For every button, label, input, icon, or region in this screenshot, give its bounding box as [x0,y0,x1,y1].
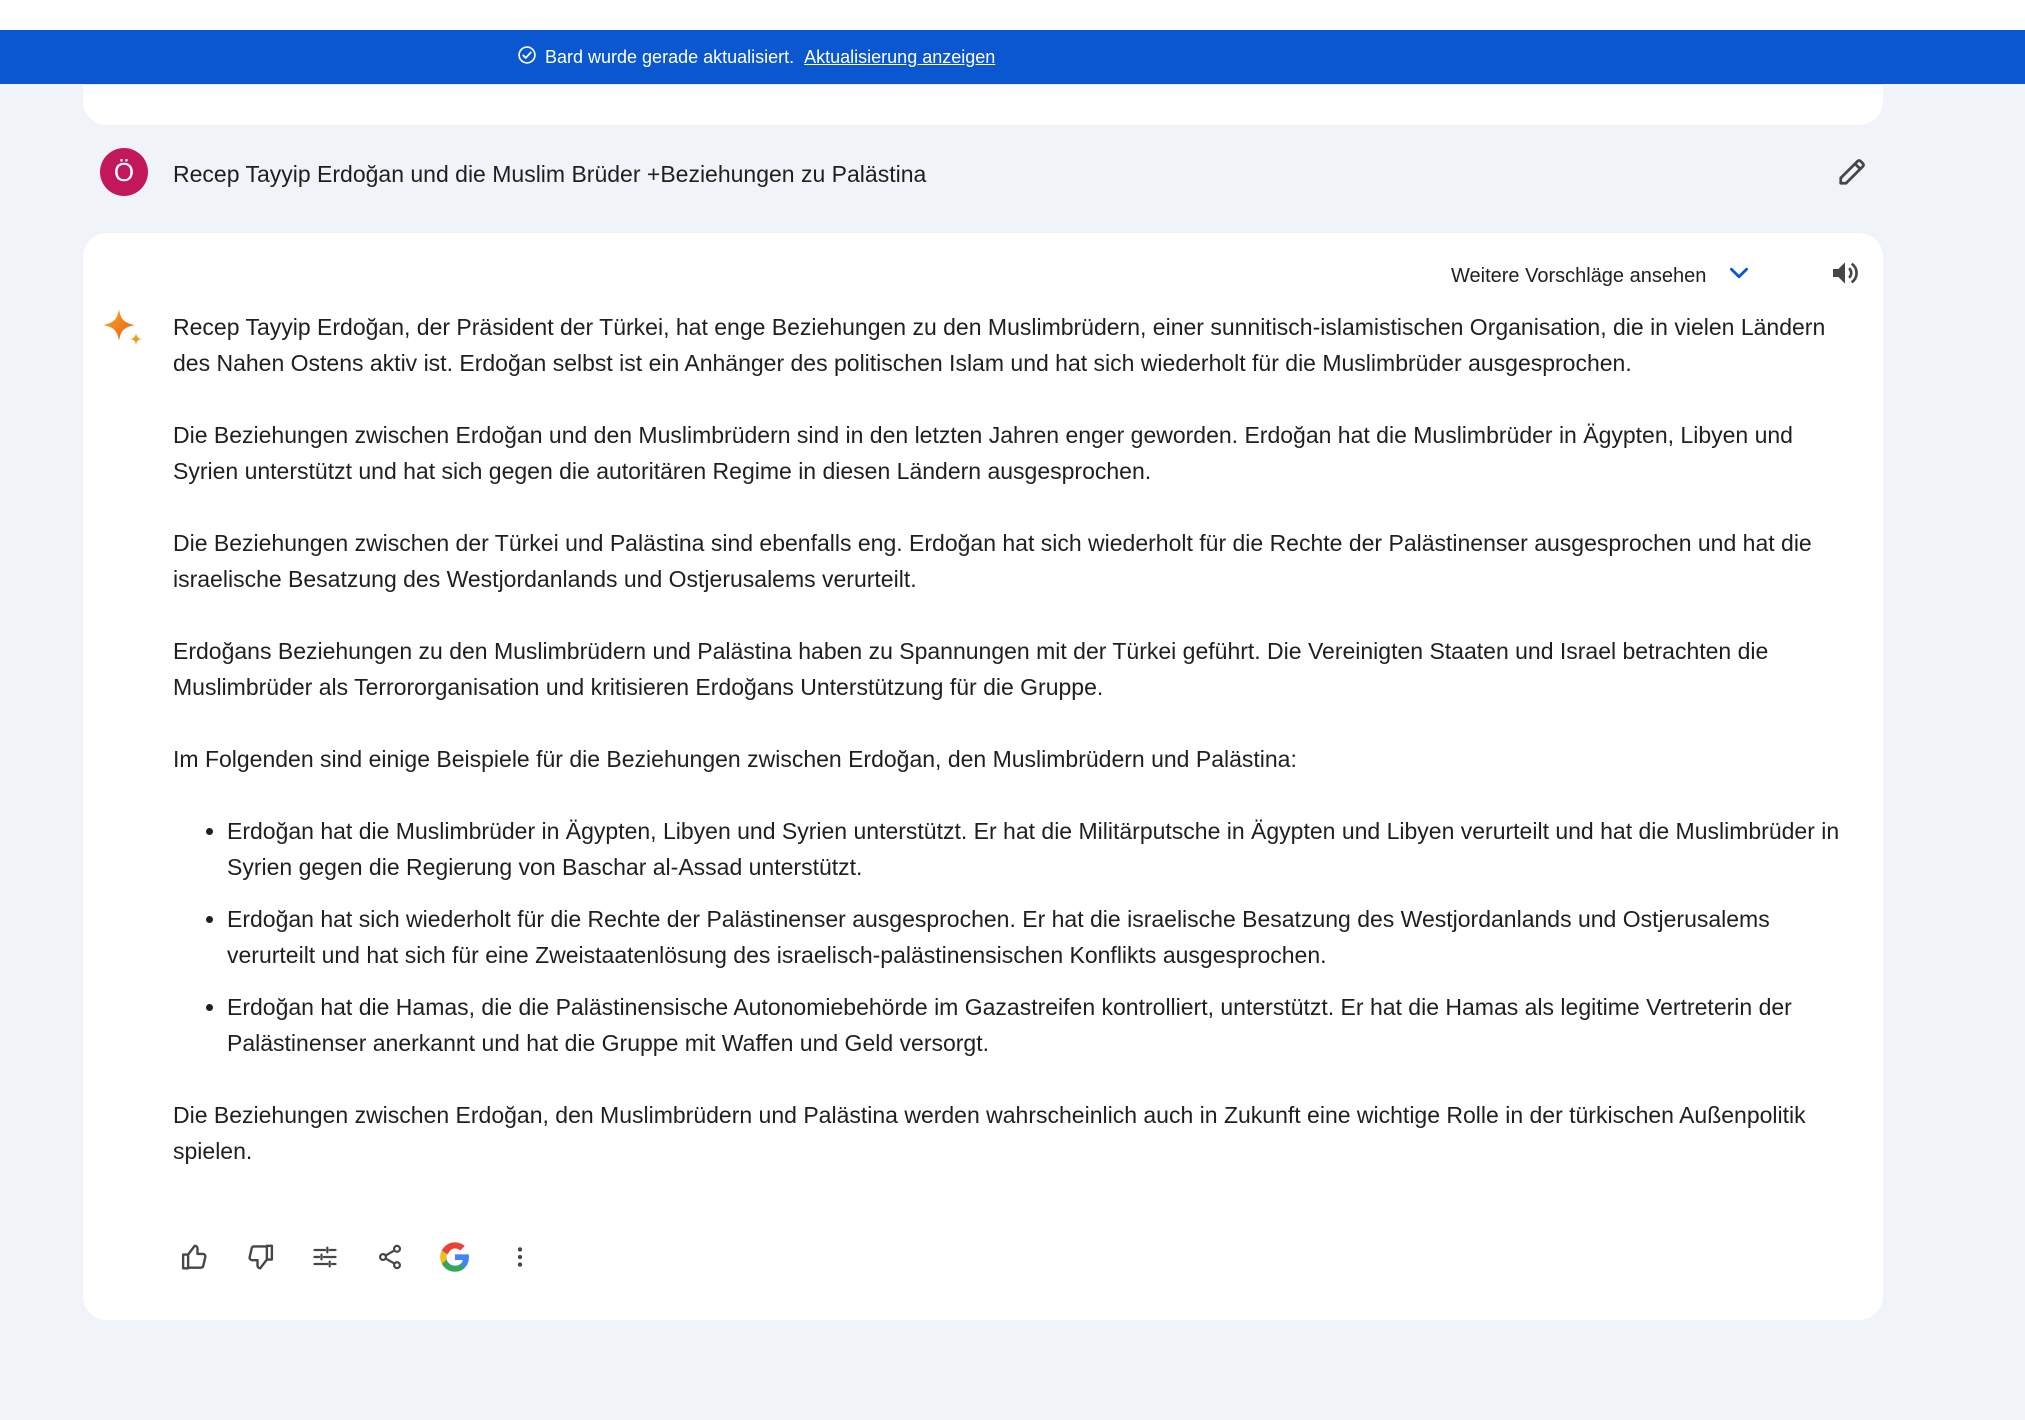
browser-top-strip [0,0,2025,30]
sparkle-icon [101,307,147,353]
previous-message-card [83,84,1883,125]
response-paragraph: Die Beziehungen zwischen Erdoğan und den Muslimbrüdern sind in den letzten Jahren enger geworden. Erdoğan hat die Muslimbrüder in Ägypten, Libyen und Syrien unterstützt und hat sich gegen die autoritären Regime in diesen Ländern ausgesprochen. [173,422,1793,484]
response-paragraph: Die Beziehungen zwischen der Türkei und Palästina sind ebenfalls eng. Erdoğan hat sich wiederholt für die Rechte der Palästinenser ausgesprochen und hat die israelische Besatzung des Westjordanlands und Ostjerusalems verurteilt. [173,530,1812,592]
drafts-label: Weitere Vorschläge ansehen [1451,264,1707,287]
banner-content [517,30,995,84]
update-banner [0,30,2025,84]
thumbs-down-button[interactable] [236,1235,284,1283]
response-paragraph: Erdoğans Beziehungen zu den Muslimbrüdern und Palästina haben zu Spannungen mit der Türkei geführt. Die Vereinigten Staaten und Israel betrachten die Muslimbrüder als Terrororganisation und kritisieren Erdoğans Unterstützung für die Gruppe. [173,638,1769,700]
list-item: • Erdoğan hat die Muslimbrüder in Ägypten, Libyen und Syrien unterstützt. Er hat die Militärputsche in Ägypten und Libyen verurteilt und hat die Muslimbrüder in Syrien gegen die Regierung von Baschar al-Assad unterstützt. [227,813,1863,885]
list-item: • Erdoğan hat die Hamas, die die Palästinensische Autonomiebehörde im Gazastreifen kontrolliert, unterstützt. Er hat die Hamas als legitime Vertreterin der Palästinenser anerkannt und hat die Gruppe mit Waffen und Geld versorgt. [227,989,1863,1061]
response-closing: Die Beziehungen zwischen Erdoğan, den Muslimbrüdern und Palästina werden wahrscheinlich auch in Zukunft eine wichtige Rolle in der türkischen Außenpolitik spielen. [173,1102,1806,1164]
edit-button[interactable] [1834,156,1870,192]
response-card [83,233,1883,1320]
user-query-text: Recep Tayyip Erdoğan und die Muslim Brüder +Beziehungen zu Palästina [173,161,927,187]
tune-icon [311,1243,339,1276]
view-update-link[interactable]: Aktualisierung anzeigen [804,46,996,67]
share-icon [376,1243,404,1276]
modify-response-button[interactable] [301,1235,349,1283]
response-actions [171,1235,561,1283]
google-check-button[interactable] [431,1235,479,1283]
avatar[interactable]: Ö [100,148,148,196]
thumbs-up-icon [180,1242,210,1277]
thumbs-up-button[interactable] [171,1235,219,1283]
google-icon [439,1241,471,1278]
user-prompt-row [100,148,1870,200]
show-drafts-button[interactable] [1451,257,1752,295]
list-item: • Erdoğan hat sich wiederholt für die Rechte der Palästinenser ausgesprochen. Er hat die israelische Besatzung des Westjordanlands und Ostjerusalems verurteilt und hat sich für eine Zweistaatenlösung des israelisch-palästinensischen Konflikts ausgesprochen. [227,901,1863,973]
thumbs-down-icon [245,1242,275,1277]
examples-list [173,813,1863,1061]
pencil-icon [1837,157,1867,192]
more-vert-icon [507,1244,533,1275]
check-badge-icon [517,45,545,70]
response-paragraph: Recep Tayyip Erdoğan, der Präsident der Türkei, hat enge Beziehungen zu den Muslimbrüdern, einer sunnitisch-islamistischen Organisation, die in vielen Ländern des Nahen Ostens aktiv ist. Erdoğan selbst ist ein Anhänger des politischen Islam und hat sich wiederholt für die Muslimbrüder ausgesprochen. [173,314,1826,376]
more-options-button[interactable] [496,1235,544,1283]
share-button[interactable] [366,1235,414,1283]
speaker-icon [1829,257,1861,294]
read-aloud-button[interactable] [1823,253,1867,297]
banner-message: Bard wurde gerade aktualisiert. [545,46,795,67]
response-paragraph: Im Folgenden sind einige Beispiele für die Beziehungen zwischen Erdoğan, den Muslimbrüdern und Palästina: [173,746,1297,772]
chevron-down-icon [1706,260,1752,292]
response-content [173,309,1863,1205]
